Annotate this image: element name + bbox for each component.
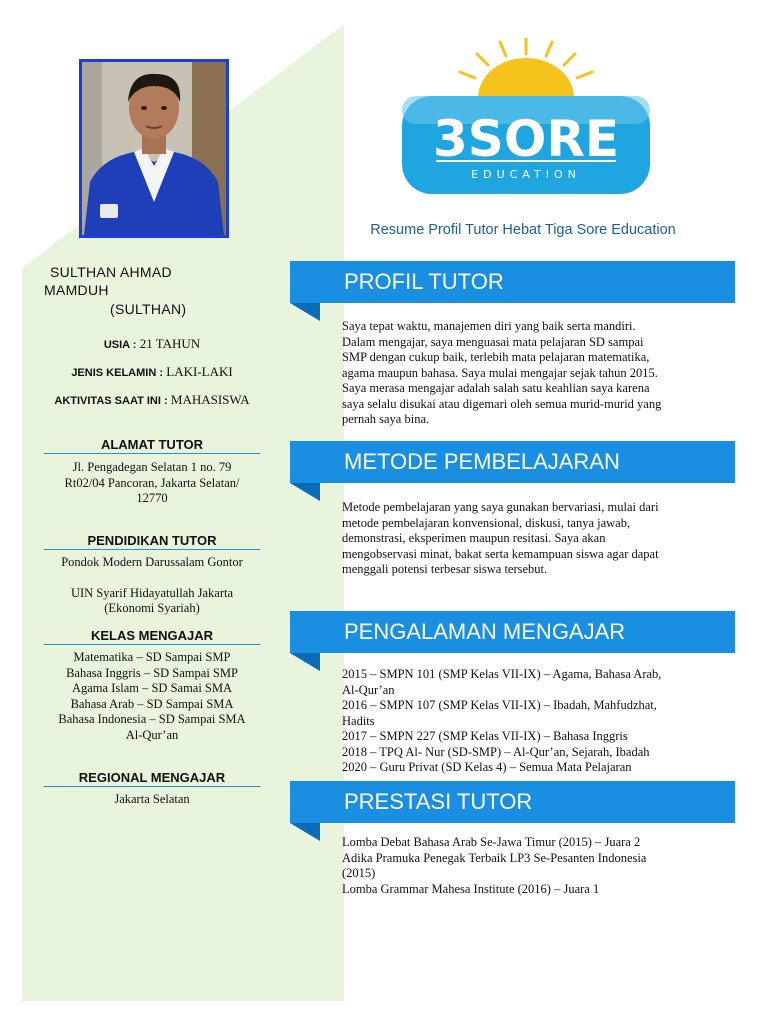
activity-label: AKTIVITAS SAAT INI : [54, 395, 168, 407]
section-banner-prestasi [290, 781, 735, 823]
para-line: demonstrasi, eksperimen maupun resitasi. Saya akan [342, 531, 606, 545]
para-line: 2017 – SMPN 227 (SMP Kelas VII-IX) – Bahasa Inggris [342, 729, 628, 743]
metode-text [342, 500, 714, 578]
para-line: pernah saya bina. [342, 412, 430, 426]
section-title: PRESTASI TUTOR [344, 789, 533, 814]
para-line: menggali potensi terbesar siswa tersebut. [342, 562, 548, 576]
section-title: PROFIL TUTOR [344, 269, 504, 294]
para-line: Lomba Debat Bahasa Arab Se-Jawa Timur (2015) – Juara 2 [342, 835, 641, 849]
gender-label: JENIS KELAMIN : [71, 367, 163, 379]
profil-text [342, 319, 714, 428]
address-line: Rt02/04 Pancoran, Jakarta Selatan/ [64, 475, 240, 490]
3sore-education-logo [400, 38, 652, 198]
classes-text [44, 650, 260, 743]
address-line: Jl. Pengadegan Selatan 1 no. 79 [72, 460, 232, 474]
resume-tagline: Resume Profil Tutor Hebat Tiga Sore Education [370, 222, 676, 238]
education-line: Pondok Modern Darussalam Gontor [61, 555, 243, 569]
para-line: (2015) [342, 866, 376, 880]
para-line: 2020 – Guru Privat (SD Kelas 4) – Semua Mata Pelajaran [342, 760, 632, 774]
classes-heading: KELAS MENGAJAR [44, 628, 260, 645]
section-banner-metode [290, 441, 735, 483]
class-line: Agama Islam – SD Samai SMA [71, 681, 233, 695]
para-line: SMP dengan cukup baik, terlebih mata pelajaran matematika, [342, 350, 650, 364]
para-line: 2015 – SMPN 101 (SMP Kelas VII-IX) – Agama, Bahasa Arab, [342, 667, 662, 681]
para-line: Lomba Grammar Mahesa Institute (2016) – Juara 1 [342, 881, 600, 896]
para-line: 2018 – TPQ Al- Nur (SD-SMP) – Al-Qur’an, Sejarah, Ibadah [342, 744, 650, 759]
para-line: Saya tepat waktu, manajemen diri yang baik serta mandiri. [342, 319, 636, 333]
prestasi-text [342, 835, 714, 897]
age-label: USIA : [103, 339, 137, 351]
education-text [44, 555, 260, 617]
tutor-nickname: (SULTHAN) [110, 301, 187, 317]
education-line: (Ekonomi Syariah) [104, 601, 200, 615]
address-heading: ALAMAT TUTOR [44, 437, 260, 454]
logo-sub-text: EDUCATION [471, 168, 581, 181]
tutor-photo [79, 59, 229, 238]
region-heading: REGIONAL MENGAJAR [44, 770, 260, 787]
class-line: Bahasa Indonesia – SD Sampai SMA [58, 712, 246, 726]
section-title: METODE PEMBELAJARAN [344, 449, 620, 474]
para-line: Dalam mengajar, saya menguasai mata pelajaran SD sampai [342, 334, 644, 349]
age-row [44, 336, 260, 352]
pengalaman-text [342, 667, 714, 776]
logo-brand-text: 3SORE [433, 110, 619, 168]
gender-value: LAKI-LAKI [166, 364, 233, 379]
age-value: 21 TAHUN [139, 336, 201, 351]
para-line: agama maupun bahasa. Saya mulai mengajar sejak tahun 2015. [342, 365, 658, 380]
class-line: Bahasa Arab – SD Sampai SMA [70, 696, 234, 711]
class-line: Bahasa Inggris – SD Sampai SMP [66, 665, 238, 680]
region-line: Jakarta Selatan [114, 792, 190, 806]
activity-value: MAHASISWA [170, 392, 250, 407]
class-line: Matematika – SD Sampai SMP [73, 650, 231, 664]
para-line: Adika Pramuka Penegak Terbaik LP3 Se-Pesanten Indonesia [342, 850, 647, 865]
tutor-name-line2: MAMDUH [44, 282, 109, 298]
section-banner-profil [290, 261, 735, 303]
region-text [44, 792, 260, 808]
address-text [44, 460, 260, 507]
gender-row [44, 364, 260, 380]
address-line: 12770 [136, 491, 168, 505]
activity-row [44, 392, 260, 408]
para-line: Hadits [342, 713, 375, 728]
class-line: Al-Qur’an [125, 727, 179, 742]
education-line: UIN Syarif Hidayatullah Jakarta [70, 585, 234, 600]
para-line: 2016 – SMPN 107 (SMP Kelas VII-IX) – Ibadah, Mahfudzhat, [342, 698, 657, 712]
tutor-name-line1: SULTHAN AHMAD [50, 264, 172, 280]
section-banner-pengalaman [290, 611, 735, 653]
para-line: Al-Qur’an [342, 682, 395, 697]
para-line: Saya merasa mengajar adalah salah satu keahlian saya karena [342, 381, 650, 395]
education-heading: PENDIDIKAN TUTOR [44, 533, 260, 550]
para-line: mengobservasi minat, bakat serta kemampuan siswa agar dapat [342, 546, 659, 561]
para-line: metode pembelajaran konvensional, diskusi, tanya jawab, [342, 515, 631, 530]
section-title: PENGALAMAN MENGAJAR [344, 619, 626, 644]
para-line: saya selalu disukai atau digemari oleh semua murid-murid yang [342, 396, 662, 411]
para-line: Metode pembelajaran yang saya gunakan bervariasi, mulai dari [342, 500, 659, 514]
